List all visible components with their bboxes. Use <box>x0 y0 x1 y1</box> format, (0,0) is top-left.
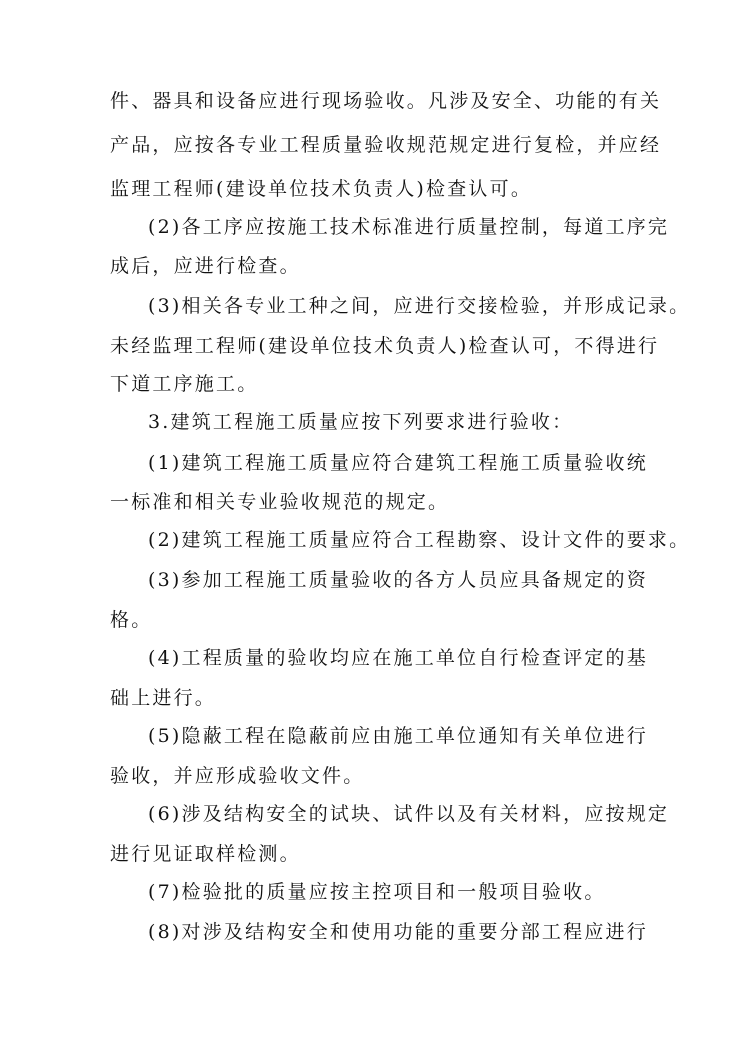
paragraph-line: 监理工程师(建设单位技术负责人)检查认可。 <box>110 178 533 200</box>
paragraph-line: (6)涉及结构安全的试块、试件以及有关材料，应按规定 <box>148 803 670 825</box>
paragraph-line: 验收，并应形成验收文件。 <box>110 765 365 787</box>
paragraph-line: (1)建筑工程施工质量应符合建筑工程施工质量验收统 <box>148 452 648 474</box>
paragraph-line: 进行见证取样检测。 <box>110 843 301 865</box>
paragraph-line: 成后，应进行检查。 <box>110 255 301 277</box>
paragraph-line: (2)建筑工程施工质量应符合工程勘察、设计文件的要求。 <box>148 529 691 551</box>
paragraph-line: 未经监理工程师(建设单位技术负责人)检查认可，不得进行 <box>110 335 660 357</box>
section-heading: 3.建筑工程施工质量应按下列要求进行验收： <box>148 411 574 433</box>
paragraph-line: 础上进行。 <box>110 687 217 709</box>
paragraph-line: (3)相关各专业工种之间，应进行交接检验，并形成记录。 <box>148 295 691 317</box>
paragraph-line: 件、器具和设备应进行现场验收。凡涉及安全、功能的有关 <box>110 90 662 112</box>
paragraph-line: 格。 <box>110 609 153 631</box>
paragraph-line: (7)检验批的质量应按主控项目和一般项目验收。 <box>148 881 606 903</box>
paragraph-line: 下道工序施工。 <box>110 373 259 395</box>
paragraph-line: (4)工程质量的验收均应在施工单位自行检查评定的基 <box>148 647 648 669</box>
paragraph-line: 产品，应按各专业工程质量验收规范规定进行复检，并应经 <box>110 134 662 156</box>
paragraph-line: (5)隐蔽工程在隐蔽前应由施工单位通知有关单位进行 <box>148 725 648 747</box>
paragraph-line: (3)参加工程施工质量验收的各方人员应具备规定的资 <box>148 569 648 591</box>
paragraph-line: (2)各工序应按施工技术标准进行质量控制，每道工序完 <box>148 216 670 238</box>
paragraph-line: (8)对涉及结构安全和使用功能的重要分部工程应进行 <box>148 921 648 943</box>
paragraph-line: 一标准和相关专业验收规范的规定。 <box>110 491 450 513</box>
